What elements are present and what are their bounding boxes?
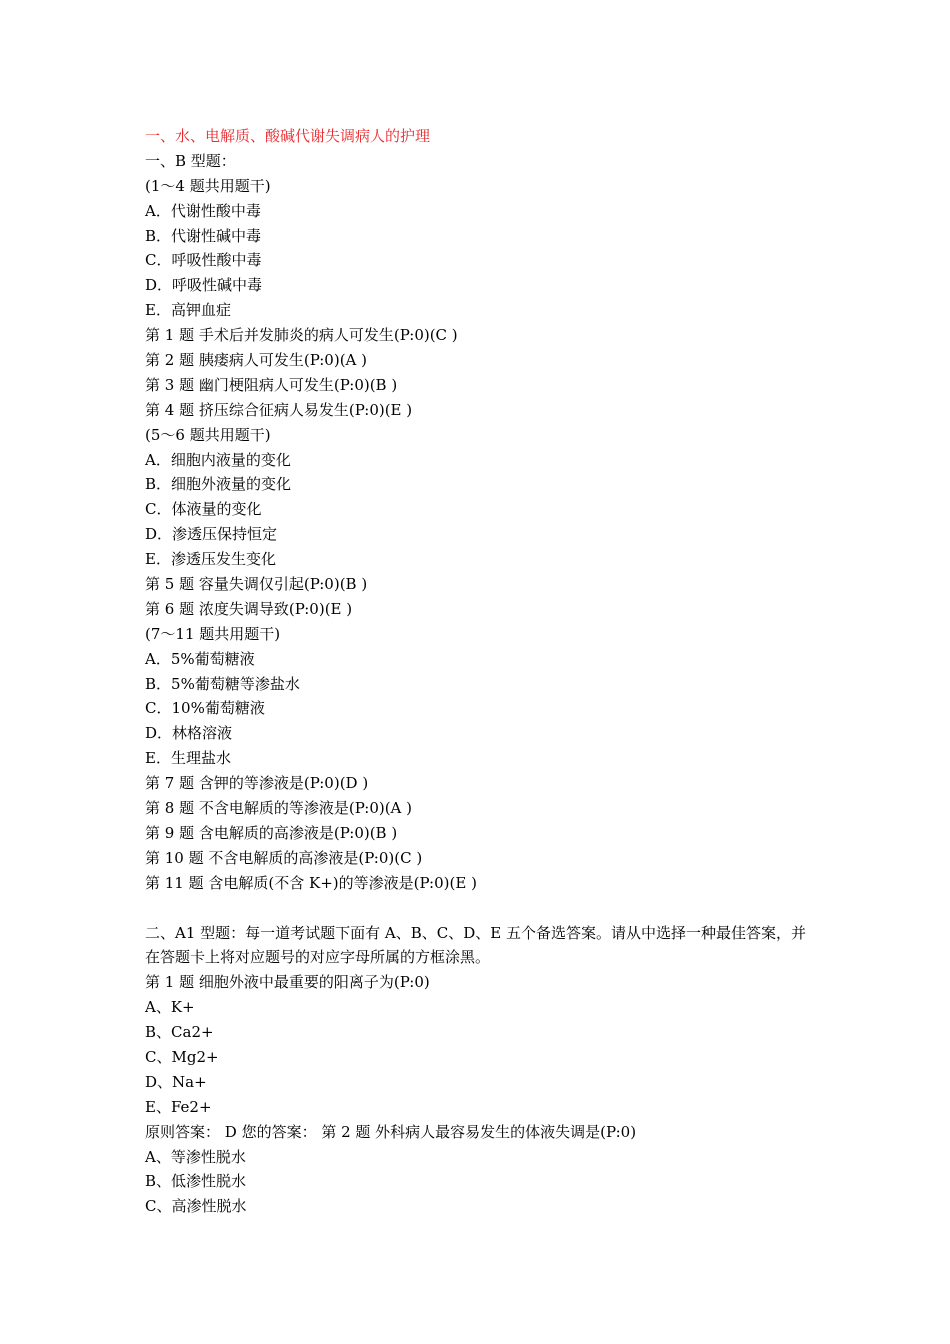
question-item: 第 9 题 含电解质的高渗液是(P:0)(B ) [145,823,398,842]
option-item: A．代谢性酸中毒 [145,201,261,220]
option-item: A、等渗性脱水 [145,1147,246,1166]
group-stem: (1～4 题共用题干) [145,176,271,195]
section-heading-a1: 二、A1 型题：每一道考试题下面有 A、B、C、D、E 五个备选答案。请从中选择一种最佳答案，并在答题卡上将对应题号的对应字母所属的方框涂黑。 [145,923,806,967]
option-item: D．呼吸性碱中毒 [145,276,263,295]
question-item: 第 1 题 细胞外液中最重要的阳离子为(P:0) [145,973,430,992]
question-item: 第 7 题 含钾的等渗液是(P:0)(D ) [145,774,369,793]
option-item: C．10%葡萄糖液 [145,699,265,718]
option-item: E．生理盐水 [145,749,231,768]
option-item: D．林格溶液 [145,724,233,743]
option-item: E．高钾血症 [145,301,231,320]
option-item: D．渗透压保持恒定 [145,525,278,544]
question-item: 第 2 题 胰瘘病人可发生(P:0)(A ) [145,351,368,370]
group-stem: (7～11 题共用题干) [145,624,281,643]
group-stem: (5～6 题共用题干) [145,425,271,444]
option-item: C．体液量的变化 [145,500,262,519]
option-item: B．5%葡萄糖等渗盐水 [145,674,300,693]
question-item: 第 5 题 容量失调仅引起(P:0)(B ) [145,575,368,594]
document-page [145,124,815,1219]
option-item: B、Ca2+ [145,1023,214,1042]
option-item: B．细胞外液量的变化 [145,475,292,494]
answer-line: 原则答案： D 您的答案： 第 2 题 外科病人最容易发生的体液失调是(P:0) [145,1122,637,1141]
question-item: 第 4 题 挤压综合征病人易发生(P:0)(E ) [145,400,413,419]
question-item: 第 3 题 幽门梗阻病人可发生(P:0)(B ) [145,375,398,394]
document-title: 一、水、电解质、酸碱代谢失调病人的护理 [145,127,431,145]
question-item: 第 8 题 不含电解质的等渗液是(P:0)(A ) [145,799,413,818]
option-item: C．呼吸性酸中毒 [145,251,262,270]
question-item: 第 6 题 浓度失调导致(P:0)(E ) [145,599,353,618]
option-item: A．细胞内液量的变化 [145,450,291,469]
question-item: 第 10 题 不含电解质的高渗液是(P:0)(C ) [145,848,423,867]
blank-spacer [145,896,815,921]
option-item: A．5%葡萄糖液 [145,649,255,668]
section-heading-b: 一、B 型题： [145,151,236,170]
question-item: 第 11 题 含电解质(不含 K+)的等渗液是(P:0)(E ) [145,873,477,892]
option-item: B、低渗性脱水 [145,1172,247,1191]
option-item: C、高渗性脱水 [145,1197,247,1216]
option-item: D、Na+ [145,1072,207,1091]
option-item: E．渗透压发生变化 [145,550,276,569]
option-item: B．代谢性碱中毒 [145,226,262,245]
question-item: 第 1 题 手术后并发肺炎的病人可发生(P:0)(C ) [145,326,458,345]
option-item: C、Mg2+ [145,1047,219,1066]
option-item: A、K+ [145,998,195,1017]
option-item: E、Fe2+ [145,1097,212,1116]
